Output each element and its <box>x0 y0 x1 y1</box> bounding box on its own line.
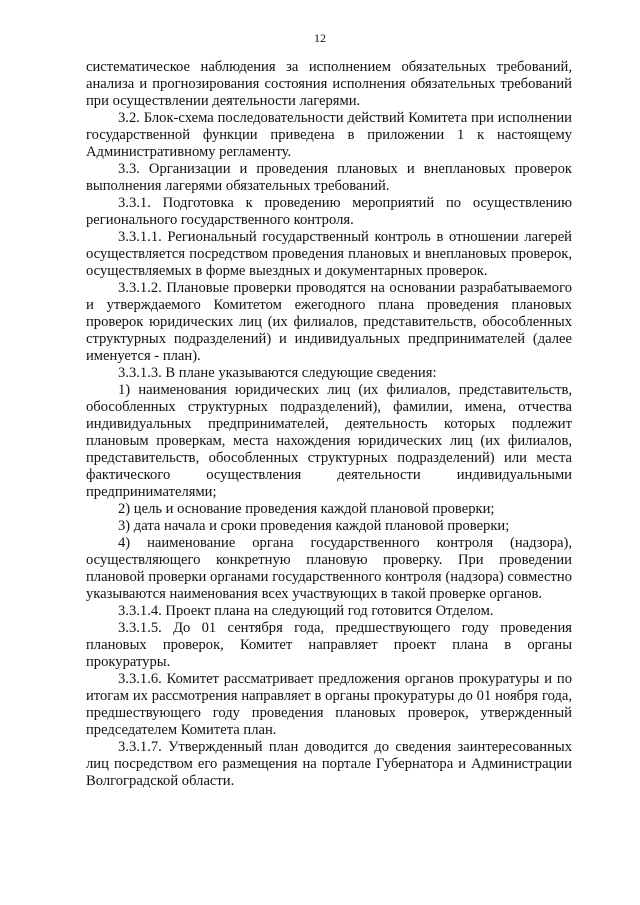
paragraph-3-2: 3.2. Блок-схема последовательности действий Комитета при исполнении государственной функции приведена в приложении 1 к настоящему Административному регламенту. <box>86 110 572 160</box>
paragraph-3-3-1: 3.3.1. Подготовка к проведению мероприятий по осуществлению регионального государственного контроля. <box>86 195 572 228</box>
list-item-3: 3) дата начала и сроки проведения каждой плановой проверки; <box>118 518 510 534</box>
list-item-1: 1) наименования юридических лиц (их филиалов, представительств, обособленных структурных подразделений), фамилии, имена, отчества индивидуальных предпринимателей, деятельность которых подлежит плановым проверкам, места нахождения юридических лиц (их филиалов, представительств, обособленных структурных подразделений) или места фактического осуществления деятельности индивидуальными предпринимателями; <box>86 382 572 500</box>
document-body <box>86 59 572 790</box>
paragraph-3-3-1-6: 3.3.1.6. Комитет рассматривает предложения органов прокуратуры и по итогам их рассмотрения направляет в органы прокуратуры до 01 ноября года, предшествующего году проведения плановых проверок, утвержденный председателем Комитета план. <box>86 671 572 738</box>
paragraph-3-3-1-2: 3.3.1.2. Плановые проверки проводятся на основании разрабатываемого и утверждаемого Комитетом ежегодного плана проведения плановых проверок юридических лиц (их филиалов, представительств, обособленных структурных подразделений) и индивидуальных предпринимателей (далее именуется - план). <box>86 280 572 364</box>
page-number: 12 <box>314 31 326 45</box>
list-item-4: 4) наименование органа государственного контроля (надзора), осуществляющего конкретную плановую проверку. При проведении плановой проверки органами государственного контроля (надзора) совместно указываются наименования всех участвующих в такой проверке органов. <box>86 535 572 602</box>
paragraph-3-3-1-3: 3.3.1.3. В плане указываются следующие сведения: <box>118 365 437 381</box>
list-item-2: 2) цель и основание проведения каждой плановой проверки; <box>118 501 495 517</box>
paragraph-3-3-1-4: 3.3.1.4. Проект плана на следующий год готовится Отделом. <box>118 603 494 619</box>
paragraph-3-3: 3.3. Организации и проведения плановых и внеплановых проверок выполнения лагерями обязательных требований. <box>86 161 572 194</box>
paragraph-3-3-1-5: 3.3.1.5. До 01 сентября года, предшествующего году проведения плановых проверок, Комитет направляет проект плана в органы прокуратуры. <box>86 620 572 670</box>
paragraph-3-3-1-7: 3.3.1.7. Утвержденный план доводится до сведения заинтересованных лиц посредством его размещения на портале Губернатора и Администрации Волгоградской области. <box>86 739 572 789</box>
paragraph-continuation: систематическое наблюдения за исполнением обязательных требований, анализа и прогнозирования состояния исполнения обязательных требований при осуществлении деятельности лагерями. <box>86 59 572 109</box>
paragraph-3-3-1-1: 3.3.1.1. Региональный государственный контроль в отношении лагерей осуществляется посредством проведения плановых и внеплановых проверок, осуществляемых в форме выездных и документарных проверок. <box>86 229 572 279</box>
